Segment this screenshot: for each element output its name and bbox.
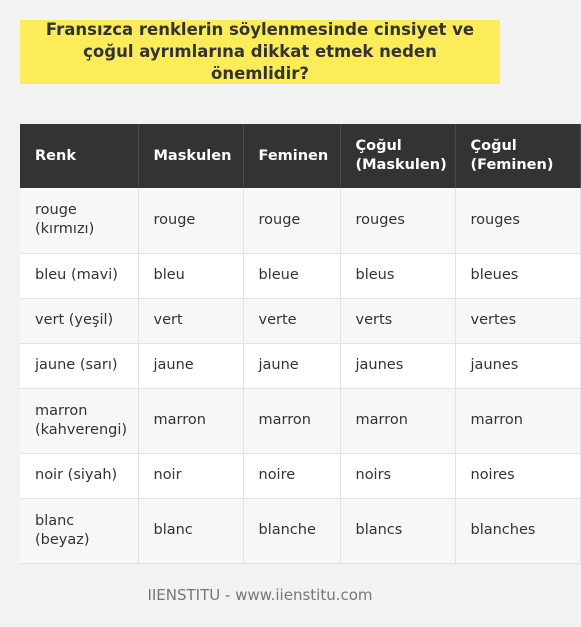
- table-cell: vert: [138, 298, 243, 343]
- table-cell: vert (yeşil): [20, 298, 138, 343]
- table-cell: rouges: [455, 188, 580, 253]
- table-cell: blancs: [340, 498, 455, 563]
- table-cell: jaune: [138, 343, 243, 388]
- table-cell: blanche: [243, 498, 340, 563]
- question-title: [20, 20, 500, 84]
- table-cell: jaune: [243, 343, 340, 388]
- header-cell-feminen: Feminen: [243, 124, 340, 188]
- table-cell: bleu: [138, 253, 243, 298]
- table-body: [20, 188, 580, 563]
- table-row: [20, 253, 580, 298]
- header-cell-cogul-maskulen: Çoğul (Maskulen): [340, 124, 455, 188]
- table-cell: marron: [340, 388, 455, 453]
- header-cell-maskulen: Maskulen: [138, 124, 243, 188]
- table-row: [20, 188, 580, 253]
- table-header: [20, 124, 580, 188]
- table-cell: jaune (sarı): [20, 343, 138, 388]
- table-cell: blanc: [138, 498, 243, 563]
- table-cell: vertes: [455, 298, 580, 343]
- table-cell: rouge: [138, 188, 243, 253]
- table-cell: jaunes: [340, 343, 455, 388]
- table-row: [20, 388, 580, 453]
- table-row: [20, 298, 580, 343]
- table-cell: marron: [455, 388, 580, 453]
- table-cell: marron: [138, 388, 243, 453]
- table-row: [20, 343, 580, 388]
- table-cell: verts: [340, 298, 455, 343]
- table-cell: jaunes: [455, 343, 580, 388]
- table-cell: bleus: [340, 253, 455, 298]
- table-cell: verte: [243, 298, 340, 343]
- table-cell: blanches: [455, 498, 580, 563]
- header-cell-renk: Renk: [20, 124, 138, 188]
- table-cell: bleu (mavi): [20, 253, 138, 298]
- table-cell: bleues: [455, 253, 580, 298]
- table-cell: noire: [243, 453, 340, 498]
- table-cell: bleue: [243, 253, 340, 298]
- table-cell: blanc (beyaz): [20, 498, 138, 563]
- table-row: [20, 498, 580, 563]
- table-cell: rouge: [243, 188, 340, 253]
- table-cell: noir (siyah): [20, 453, 138, 498]
- table-cell: noires: [455, 453, 580, 498]
- table-header-row: [20, 124, 580, 188]
- table-cell: noirs: [340, 453, 455, 498]
- color-table-container: [20, 124, 554, 564]
- table-cell: rouge (kırmızı): [20, 188, 138, 253]
- table-row: [20, 453, 580, 498]
- question-title-text: Fransızca renklerin söylenmesinde cinsiyet ve çoğul ayrımlarına dikkat etmek neden önemlidir?: [45, 20, 475, 83]
- table-cell: noir: [138, 453, 243, 498]
- footer-credit: IIENSTITU - www.iienstitu.com: [147, 586, 373, 604]
- table-cell: rouges: [340, 188, 455, 253]
- color-table: [20, 124, 581, 564]
- table-cell: marron: [243, 388, 340, 453]
- table-cell: marron (kahverengi): [20, 388, 138, 453]
- header-cell-cogul-feminen: Çoğul (Feminen): [455, 124, 580, 188]
